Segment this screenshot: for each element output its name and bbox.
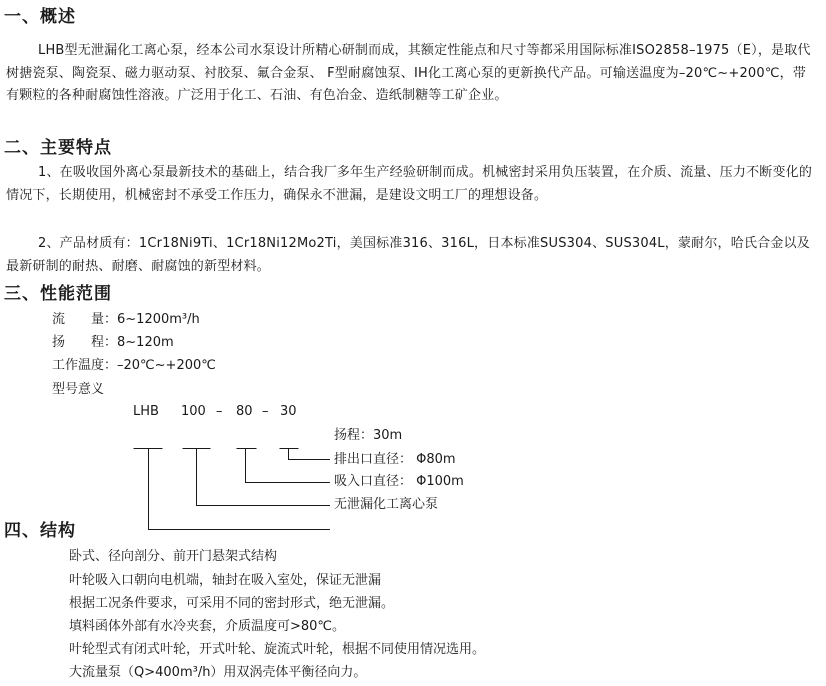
legend-inlet: 吸入口直径： Φ100m — [334, 474, 464, 489]
legend-head: 扬程：30m — [334, 428, 403, 443]
spec-head-value: 8~120m — [117, 335, 174, 350]
model-code-dash-1: – — [216, 404, 223, 419]
model-meaning-label: 型号意义 — [52, 382, 105, 397]
model-code-prefix: LHB — [133, 404, 159, 419]
structure-item: 根据工况条件要求，可采用不同的密封形式，绝无泄漏。 — [69, 596, 395, 611]
bracket-flow — [183, 449, 331, 506]
section-4-title: 四、结构 — [4, 521, 76, 541]
legend-type: 无泄漏化工离心泵 — [334, 497, 439, 512]
model-code-dash-2: – — [262, 404, 269, 419]
structure-item: 卧式、径向剖分、前开门悬架式结构 — [69, 549, 278, 564]
legend-outlet: 排出口直径： Φ80m — [334, 452, 456, 467]
bracket-prefix — [134, 449, 331, 530]
spec-temp-label: 工作温度： — [52, 358, 118, 373]
spec-head-label: 扬 程： — [52, 335, 118, 350]
section-3-title: 三、性能范围 — [4, 284, 112, 304]
spec-flow-value: 6~1200m³/h — [117, 312, 200, 327]
structure-item: 叶轮吸入口朝向电机端，轴封在吸入室处，保证无泄漏 — [69, 573, 382, 588]
bracket-head — [280, 449, 331, 460]
structure-item: 大流量泵（Q>400m³/h）用双涡壳体平衡径向力。 — [69, 665, 367, 680]
section-2-text-2: 2、产品材质有：1Cr18Ni9Ti、1Cr18Ni12Mo2Ti，美国标准316、316L，日本标准SUS304、SUS304L，蒙耐尔，哈氏合金以及最新研制的耐热、耐磨、耐腐蚀的新型材料。 — [6, 236, 810, 274]
structure-item: 叶轮型式有闭式叶轮，开式叶轮、旋流式叶轮，根据不同使用情况选用。 — [69, 642, 486, 657]
model-code-head: 30 — [280, 404, 297, 419]
structure-item: 填料函体外部有水冷夹套，介质温度可>80℃。 — [69, 619, 346, 634]
section-2-title: 二、主要特点 — [4, 138, 112, 158]
bracket-outlet — [237, 449, 331, 483]
section-1-title: 一、概述 — [4, 7, 76, 27]
section-2-text-1: 1、在吸收国外离心泵最新技术的基础上，结合我厂多年生产经验研制而成。机械密封采用负压装置，在介质、流量、压力不断变化的情况下，长期使用，机械密封不承受工作压力，确保永不泄漏，是建设文明工厂的理想设备。 — [6, 165, 813, 203]
model-code-outlet: 80 — [236, 404, 253, 419]
spec-temp-value: –20℃~+200℃ — [117, 358, 216, 373]
section-1-text: LHB型无泄漏化工离心泵，经本公司水泵设计所精心研制而成，其额定性能点和尺寸等都采用国际标准ISO2858–1975（E），是取代树搪瓷泵、陶瓷泵、磁力驱动泵、衬胶泵、氟合金泵、 F型耐腐蚀泵、IH化工离心泵的更新换代产品。可输送温度为–20℃~+200℃，带有颗粒的各种耐腐蚀性溶液。广泛用于化工、石油、有色冶金、造纸制糖等工矿企业。 — [6, 43, 811, 103]
model-code-flow: 100 — [181, 404, 206, 419]
spec-flow-label: 流 量： — [52, 312, 118, 327]
